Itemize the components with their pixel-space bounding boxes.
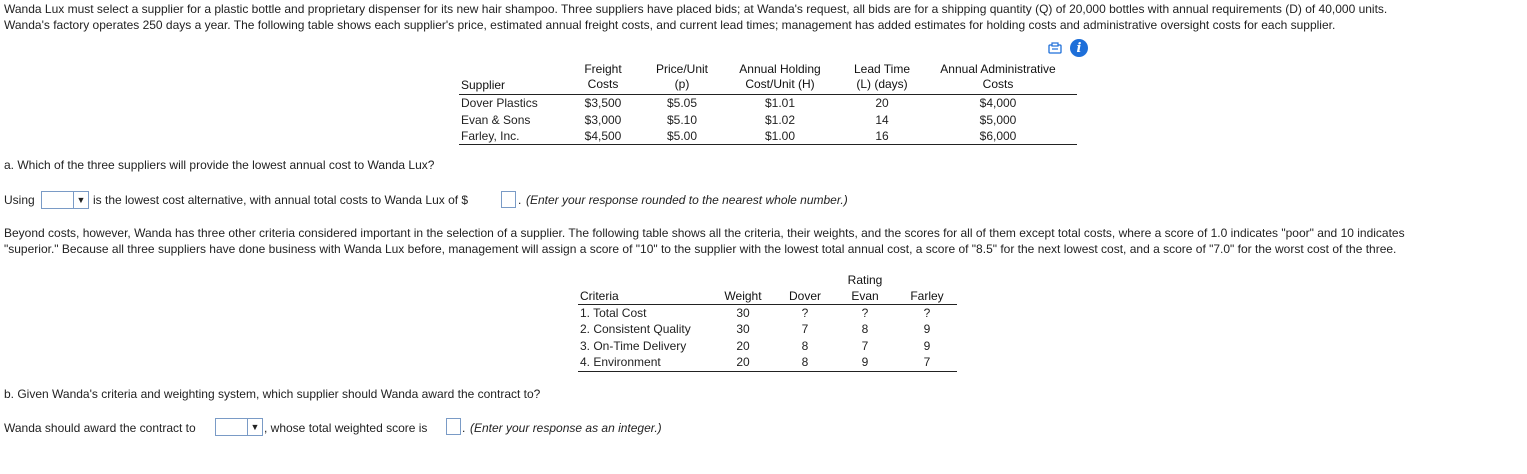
- table-row-evan: 8: [861, 322, 869, 336]
- part-b-middle: , whose total weighted score is: [264, 421, 428, 435]
- header-criteria: Criteria: [580, 289, 619, 303]
- table-row-lead: 20: [875, 96, 889, 110]
- header-price-1: Price/Unit: [655, 62, 708, 76]
- table-row-price: $5.10: [666, 113, 698, 127]
- header-rating: Rating: [847, 273, 883, 287]
- table-row-admin: $6,000: [979, 129, 1017, 143]
- info-icon[interactable]: i: [1070, 39, 1088, 57]
- criteria-table-header-rule: [578, 304, 957, 305]
- table-row-dover: 8: [801, 355, 809, 369]
- header-holding-1: Annual Holding: [739, 62, 821, 76]
- criteria-table-bottom-rule: [578, 371, 957, 372]
- header-price-2: (p): [674, 77, 690, 91]
- header-holding-2: Cost/Unit (H): [745, 77, 815, 91]
- header-dover: Dover: [788, 289, 821, 303]
- table-row-weight: 30: [736, 322, 750, 336]
- table-row-freight: $3,000: [584, 113, 622, 127]
- beyond-line-2: "superior." Because all three suppliers have done business with Wanda Lux before, management will assign a score of "10" to the supplier with the lowest total annual cost, a score of "8.5" for the next lowest cost, and a score of "7.0" for the worst cost of the three.: [4, 242, 1397, 256]
- part-b-question: b. Given Wanda's criteria and weighting system, which supplier should Wanda award the contract to?: [4, 387, 541, 401]
- header-lead-1: Lead Time: [853, 62, 911, 76]
- part-a-question: a. Which of the three suppliers will provide the lowest annual cost to Wanda Lux?: [4, 158, 435, 172]
- table-row-holding: $1.01: [764, 96, 796, 110]
- header-supplier: Supplier: [461, 78, 506, 92]
- toolbar-icons: [1048, 39, 1088, 57]
- table-row-holding: $1.00: [764, 129, 796, 143]
- table-row-supplier: Evan & Sons: [461, 113, 531, 127]
- header-admin-2: Costs: [982, 77, 1014, 91]
- chevron-down-icon: ▼: [73, 192, 88, 208]
- supplier-table-header-rule: [459, 94, 1077, 95]
- table-row-weight: 30: [736, 306, 750, 320]
- part-a-middle: is the lowest cost alternative, with annual total costs to Wanda Lux of $: [93, 193, 469, 207]
- chevron-down-icon: ▼: [247, 419, 262, 435]
- intro-line-2: Wanda's factory operates 250 days a year. The following table shows each supplier's price, estimated annual freight costs, and current lead times; management has added estimates for holding costs and administrative oversight costs for each supplier.: [4, 18, 1336, 32]
- copy-icon[interactable]: [1048, 42, 1062, 54]
- table-row-criteria: 1. Total Cost: [580, 306, 647, 320]
- header-freight-1: Freight: [584, 62, 622, 76]
- table-row-supplier: Farley, Inc.: [461, 129, 520, 143]
- table-row-price: $5.05: [666, 96, 698, 110]
- supplier-table-bottom-rule: [459, 144, 1077, 145]
- table-row-criteria: 2. Consistent Quality: [580, 322, 691, 336]
- table-row-admin: $5,000: [979, 113, 1017, 127]
- table-row-admin: $4,000: [979, 96, 1017, 110]
- table-row-freight: $4,500: [584, 129, 622, 143]
- table-row-lead: 16: [875, 129, 889, 143]
- part-a-suffix: .: [518, 193, 522, 207]
- part-a-prefix: Using: [4, 193, 35, 207]
- award-supplier-select[interactable]: [215, 418, 263, 436]
- table-row-weight: 20: [736, 339, 750, 353]
- intro-line-1: Wanda Lux must select a supplier for a plastic bottle and proprietary dispenser for its new hair shampoo. Three suppliers have placed bids; at Wanda's request, all bids are for a shipping quantity (Q) of 20,000 bottles with annual requirements (D) of 40,000 units.: [4, 2, 1388, 16]
- part-b-hint: (Enter your response as an integer.): [470, 421, 662, 435]
- table-row-supplier: Dover Plastics: [461, 96, 538, 110]
- table-row-evan: ?: [861, 306, 869, 320]
- part-b-prefix: Wanda should award the contract to: [4, 421, 196, 435]
- header-weight: Weight: [724, 289, 762, 303]
- table-row-holding: $1.02: [764, 113, 796, 127]
- table-row-freight: $3,500: [584, 96, 622, 110]
- header-lead-2: (L) (days): [856, 77, 908, 91]
- table-row-farley: 9: [923, 339, 931, 353]
- table-row-criteria: 4. Environment: [580, 355, 661, 369]
- table-row-criteria: 3. On-Time Delivery: [580, 339, 687, 353]
- table-row-evan: 7: [861, 339, 869, 353]
- table-row-price: $5.00: [666, 129, 698, 143]
- table-row-farley: 7: [923, 355, 931, 369]
- lowest-cost-supplier-select[interactable]: [41, 191, 89, 209]
- header-evan: Evan: [851, 289, 879, 303]
- table-row-evan: 9: [861, 355, 869, 369]
- part-a-hint: (Enter your response rounded to the nearest whole number.): [526, 193, 848, 207]
- header-admin-1: Annual Administrative: [940, 62, 1056, 76]
- header-freight-2: Costs: [587, 77, 619, 91]
- table-row-dover: 8: [801, 339, 809, 353]
- annual-total-cost-input[interactable]: [501, 191, 516, 208]
- part-b-suffix: .: [462, 421, 466, 435]
- table-row-dover: ?: [801, 306, 809, 320]
- table-row-lead: 14: [875, 113, 889, 127]
- beyond-line-1: Beyond costs, however, Wanda has three other criteria considered important in the selection of a supplier. The following table shows all the criteria, their weights, and the scores for all of them except total costs, where a score of 1.0 indicates "poor" and 10 indicates: [4, 226, 1405, 240]
- weighted-score-input[interactable]: [446, 418, 461, 435]
- table-row-farley: ?: [923, 306, 931, 320]
- table-row-farley: 9: [923, 322, 931, 336]
- header-farley: Farley: [910, 289, 944, 303]
- table-row-weight: 20: [736, 355, 750, 369]
- table-row-dover: 7: [801, 322, 809, 336]
